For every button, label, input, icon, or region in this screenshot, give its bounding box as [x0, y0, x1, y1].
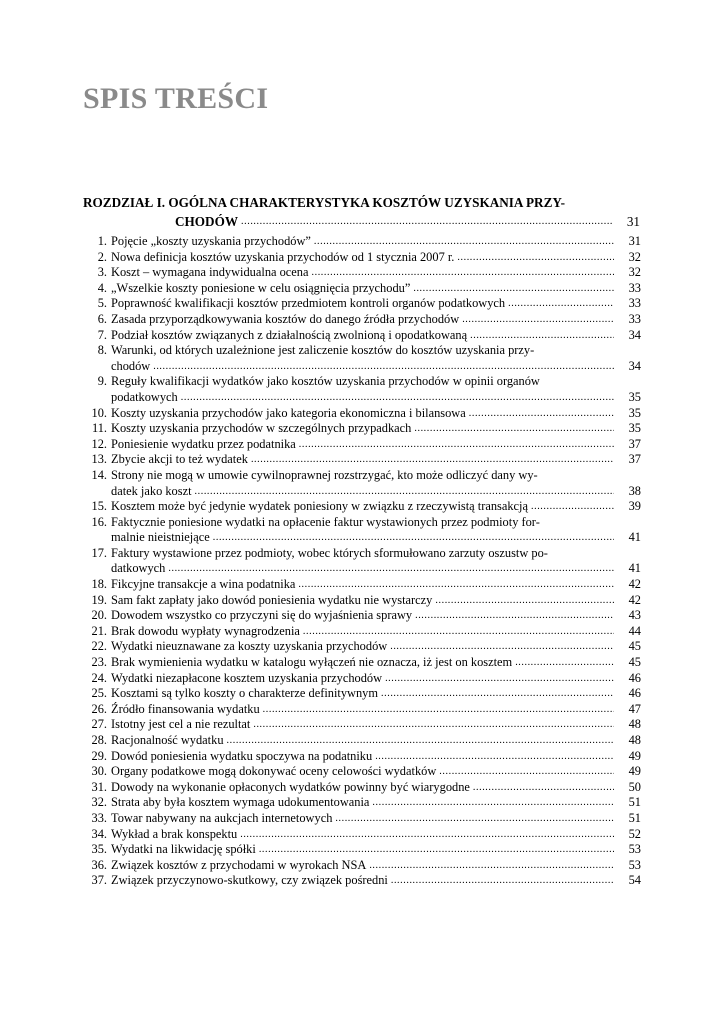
- toc-entry-number: 25.: [91, 686, 107, 701]
- toc-entry-page-number: 35: [628, 405, 641, 420]
- dot-leader: [470, 328, 614, 344]
- dot-leader: [462, 312, 614, 328]
- dot-leader: [372, 795, 614, 811]
- toc-entry-number: 13.: [91, 452, 107, 467]
- dot-leader: [251, 452, 614, 468]
- toc-entry-text: Dowód poniesienia wydatku spoczywa na podatniku: [111, 748, 373, 763]
- toc-entry: [82, 421, 641, 437]
- toc-entry-page-number: 37: [628, 436, 641, 451]
- dot-leader: [515, 655, 614, 671]
- toc-entry-text: Reguły kwalifikacji wydatków jako kosztów uzyskania przychodów w opinii organów: [111, 374, 540, 389]
- toc-entry-number: 4.: [97, 280, 107, 295]
- toc-entry-text: Brak dowodu wypłaty wynagrodzenia: [111, 623, 300, 638]
- toc-entry-text: Wydatki na likwidację spółki: [111, 842, 256, 857]
- dot-leader: [312, 265, 615, 281]
- toc-entry: [82, 328, 641, 344]
- toc-entry-text: datkowych: [111, 561, 166, 576]
- toc-entry-text: Istotny jest cel a nie rezultat: [111, 717, 251, 732]
- toc-entry-number: 27.: [91, 717, 107, 732]
- toc-entry-number: 34.: [91, 826, 107, 841]
- toc-entry-number: 11.: [91, 421, 107, 436]
- dot-leader: [168, 561, 614, 577]
- toc-entry-page-number: 34: [628, 358, 641, 373]
- toc-entry-text: Racjonalność wydatku: [111, 733, 224, 747]
- toc-entry-text: Kosztem może być jedynie wydatek poniesiony w związku z rzeczywistą transakcją: [111, 499, 528, 514]
- toc-entry-number: 17.: [91, 545, 107, 560]
- toc-entry-page-number: 33: [628, 296, 641, 311]
- toc-entry-number: 16.: [91, 514, 107, 529]
- dot-leader: [390, 639, 614, 655]
- toc-entry-page-number: 43: [628, 608, 641, 623]
- toc-entry-page-number: 32: [628, 249, 641, 264]
- toc-entry-page-number: 53: [628, 857, 641, 872]
- toc-entry-number: 21.: [91, 623, 107, 638]
- toc-entry-page-number: 53: [628, 842, 641, 857]
- toc-entry-number: 8.: [97, 343, 107, 358]
- toc-entry-page-number: 46: [628, 686, 641, 701]
- toc-entry-text: Warunki, od których uzależnione jest zaliczenie kosztów do kosztów uzyskania przy-: [111, 343, 535, 358]
- toc-entry-text: Fikcyjne transakcje a wina podatnika: [111, 577, 296, 592]
- dot-leader: [469, 406, 614, 422]
- toc-entry-text: Faktury wystawione przez podmioty, wobec których sformułowano zarzuty oszustw po-: [111, 545, 548, 560]
- toc-entry-number: 19.: [91, 592, 107, 607]
- toc-entry-number: 23.: [91, 655, 107, 670]
- toc-entry-text: Podział kosztów związanych z działalnością zwolnioną i opodatkowaną: [111, 327, 468, 342]
- toc-entry-page-number: 48: [628, 733, 641, 747]
- toc-entry-page-number: 35: [628, 389, 641, 404]
- toc-entry-page-number: 49: [628, 764, 641, 779]
- toc-entry-text: Strony nie mogą w umowie cywilnoprawnej rozstrzygać, kto może odliczyć dany wy-: [111, 467, 538, 482]
- toc-entry-page-number: 33: [628, 280, 641, 295]
- toc-entry-text: Koszt – wymagana indywidualna ocena: [111, 265, 309, 280]
- toc-entry: [82, 593, 641, 609]
- dot-leader: [213, 530, 614, 546]
- dot-leader: [259, 842, 614, 858]
- toc-entry-number: 31.: [91, 779, 107, 794]
- dot-leader: [375, 749, 614, 765]
- dot-leader: [241, 212, 613, 231]
- chapter-page-number: 31: [626, 214, 640, 229]
- toc-entry-page-number: 44: [628, 623, 641, 638]
- toc-entry-number: 15.: [91, 499, 107, 514]
- toc-entry-page-number: 31: [628, 234, 641, 248]
- toc-entry: [82, 265, 641, 281]
- toc-entry: [82, 608, 641, 624]
- toc-entry: [82, 577, 641, 593]
- toc-entry-number: 9.: [97, 374, 107, 389]
- toc-entry-page-number: 51: [628, 795, 641, 810]
- toc-entry: [82, 671, 641, 687]
- toc-entry-text: Sam fakt zapłaty jako dowód poniesienia wydatku nie wystarczy: [111, 592, 433, 607]
- toc-entry-page-number: 47: [628, 701, 641, 716]
- dot-leader: [435, 593, 614, 609]
- dot-leader: [253, 717, 614, 733]
- toc-entry-number: 14.: [91, 467, 107, 482]
- toc-entry-number: 7.: [97, 327, 107, 342]
- toc-entry-page-number: 45: [628, 655, 641, 670]
- toc-entry-text: Organy podatkowe mogą dokonywać oceny celowości wydatków: [111, 764, 437, 779]
- dot-leader: [414, 421, 614, 437]
- toc-entry-page-number: 35: [628, 421, 641, 436]
- toc-entry-number: 26.: [91, 701, 107, 716]
- toc-entry: [82, 858, 641, 874]
- dot-leader: [263, 702, 614, 718]
- dot-leader: [473, 780, 614, 796]
- toc-entry-text: Pojęcie „koszty uzyskania przychodów”: [111, 234, 311, 248]
- dot-leader: [413, 281, 614, 297]
- toc-entry-text: Faktycznie poniesione wydatki na opłacenie faktur wystawionych przez podmioty for-: [111, 514, 540, 529]
- toc-entry-number: 6.: [97, 311, 107, 326]
- toc-entry-text: Wydatki nieuznawane za koszty uzyskania przychodów: [111, 639, 388, 654]
- toc-entry-page-number: 34: [628, 327, 641, 342]
- toc-entry-number: 37.: [91, 873, 107, 888]
- toc-entry: [82, 873, 641, 889]
- toc-entry-page-number: 32: [628, 265, 641, 280]
- dot-leader: [298, 577, 614, 593]
- toc-entry-number: 32.: [91, 795, 107, 810]
- toc-entry: [82, 312, 641, 328]
- toc-entry-text: Poprawność kwalifikacji kosztów przedmiotem kontroli organów podatkowych: [111, 296, 506, 311]
- toc-entry-text: Strata aby była kosztem wymaga udokumentowania: [111, 795, 370, 810]
- toc-entry: [82, 374, 641, 405]
- toc-entry-page-number: 51: [628, 810, 641, 825]
- chapter-heading: [83, 193, 640, 231]
- toc-entry-page-number: 41: [628, 561, 641, 576]
- dot-leader: [369, 858, 614, 874]
- toc-entry-number: 18.: [91, 577, 107, 592]
- toc-entry-page-number: 52: [628, 826, 641, 841]
- dot-leader: [457, 250, 614, 266]
- toc-entry-page-number: 37: [628, 452, 641, 467]
- toc-entry: [82, 827, 641, 843]
- toc-entry-text: Koszty uzyskania przychodów jako kategoria ekonomiczna i bilansowa: [111, 405, 466, 420]
- toc-entry-text: podatkowych: [111, 389, 178, 404]
- toc-entry: [82, 639, 641, 655]
- toc-entry-page-number: 54: [628, 873, 641, 888]
- toc-entry: [82, 468, 641, 499]
- toc-entry-page-number: 33: [628, 311, 641, 326]
- toc-entry: [82, 296, 641, 312]
- toc-entry-text: Poniesienie wydatku przez podatnika: [111, 436, 296, 451]
- toc-entry-number: 20.: [91, 608, 107, 623]
- toc-entry-text: Dowodem wszystko co przyczyni się do wyjaśnienia sprawy: [111, 608, 413, 623]
- toc-entry-text: „Wszelkie koszty poniesione w celu osiągnięcia przychodu”: [111, 280, 411, 295]
- dot-leader: [415, 608, 614, 624]
- toc-entry-page-number: 38: [628, 483, 641, 498]
- dot-leader: [299, 437, 614, 453]
- toc-entry: [82, 702, 641, 718]
- dot-leader: [195, 484, 614, 500]
- toc-entry-number: 5.: [97, 296, 107, 311]
- toc-entry-text: Kosztami są tylko koszty o charakterze definitywnym: [111, 686, 379, 701]
- toc-entry: [82, 250, 641, 266]
- toc-entry: [82, 234, 641, 250]
- toc-entry-text: Koszty uzyskania przychodów w szczególnych przypadkach: [111, 421, 412, 436]
- toc-entry: [82, 717, 641, 733]
- dot-leader: [303, 624, 614, 640]
- toc-entry-page-number: 39: [628, 499, 641, 514]
- toc-entry: [82, 343, 641, 374]
- toc-entry: [82, 795, 641, 811]
- toc-entry-number: 29.: [91, 748, 107, 763]
- toc-entry-text: chodów: [111, 358, 151, 373]
- toc-entry: [82, 749, 641, 765]
- chapter-title-line-1: ROZDZIAŁ I. OGÓLNA CHARAKTERYSTYKA KOSZTÓW UZYSKANIA PRZY-: [83, 195, 566, 210]
- toc-entry-number: 10.: [91, 405, 107, 420]
- toc-entry-text: Dowody na wykonanie opłaconych wydatków powinny być wiarygodne: [111, 779, 470, 794]
- toc-entry-text: malnie nieistniejące: [111, 530, 210, 545]
- toc-entry-number: 36.: [91, 857, 107, 872]
- toc-entry: [82, 406, 641, 422]
- dot-leader: [439, 764, 614, 780]
- toc-entry-page-number: 45: [628, 639, 641, 654]
- toc-entry-text: Związek kosztów z przychodami w wyrokach NSA: [111, 857, 367, 872]
- toc-entry: [82, 733, 641, 749]
- toc-entry-page-number: 50: [628, 779, 641, 794]
- toc-list: [82, 234, 641, 889]
- toc-entry-text: Związek przyczynowo-skutkowy, czy związek pośredni: [111, 873, 388, 888]
- toc-entry-number: 3.: [97, 265, 107, 280]
- toc-entry: [82, 655, 641, 671]
- toc-entry-number: 2.: [97, 249, 107, 264]
- toc-entry-text: Towar nabywany na aukcjach internetowych: [111, 810, 333, 825]
- toc-entry-page-number: 42: [628, 592, 641, 607]
- dot-leader: [531, 499, 614, 515]
- toc-entry-text: Źródło finansowania wydatku: [111, 701, 260, 716]
- toc-entry: [82, 281, 641, 297]
- toc-entry: [82, 515, 641, 546]
- toc-entry-number: 22.: [91, 639, 107, 654]
- toc-entry: [82, 811, 641, 827]
- toc-entry-number: 24.: [91, 670, 107, 685]
- dot-leader: [391, 873, 614, 889]
- toc-entry: [82, 624, 641, 640]
- toc-entry: [82, 764, 641, 780]
- toc-entry-number: 1.: [97, 234, 107, 248]
- toc-entry: [82, 437, 641, 453]
- toc-entry: [82, 842, 641, 858]
- toc-entry-text: Zasada przyporządkowywania kosztów do danego źródła przychodów: [111, 311, 460, 326]
- toc-entry: [82, 546, 641, 577]
- toc-entry: [82, 686, 641, 702]
- chapter-title-line-2: CHODÓW: [175, 214, 239, 229]
- dot-leader: [314, 234, 614, 250]
- toc-entry-page-number: 48: [628, 717, 641, 732]
- toc-entry-number: 33.: [91, 810, 107, 825]
- dot-leader: [181, 390, 614, 406]
- toc-entry-page-number: 46: [628, 670, 641, 685]
- dot-leader: [508, 296, 614, 312]
- dot-leader: [385, 671, 614, 687]
- dot-leader: [381, 686, 614, 702]
- toc-entry-text: Wydatki niezapłacone kosztem uzyskania przychodów: [111, 670, 383, 685]
- toc-entry-number: 12.: [91, 436, 107, 451]
- page-title: SPIS TREŚCI: [83, 82, 269, 115]
- toc-entry-page-number: 42: [628, 577, 641, 592]
- toc-entry-text: datek jako koszt: [111, 483, 192, 498]
- toc-entry-text: Brak wymienienia wydatku w katalogu wyłączeń nie oznacza, iż jest on kosztem: [111, 655, 513, 670]
- dot-leader: [335, 811, 614, 827]
- dot-leader: [240, 827, 614, 843]
- toc-entry-page-number: 49: [628, 748, 641, 763]
- toc-entry-number: 30.: [91, 764, 107, 779]
- toc-entry-text: Nowa definicja kosztów uzyskania przychodów od 1 stycznia 2007 r.: [111, 249, 455, 264]
- dot-leader: [227, 733, 614, 749]
- dot-leader: [153, 359, 614, 375]
- toc-entry: [82, 452, 641, 468]
- toc-entry-text: Wykład a brak konspektu: [111, 826, 238, 841]
- toc-entry-text: Zbycie akcji to też wydatek: [111, 452, 248, 467]
- toc-entry-number: 35.: [91, 842, 107, 857]
- toc-entry-page-number: 41: [628, 530, 641, 545]
- toc-entry: [82, 780, 641, 796]
- toc-entry: [82, 499, 641, 515]
- toc-entry-number: 28.: [91, 733, 107, 747]
